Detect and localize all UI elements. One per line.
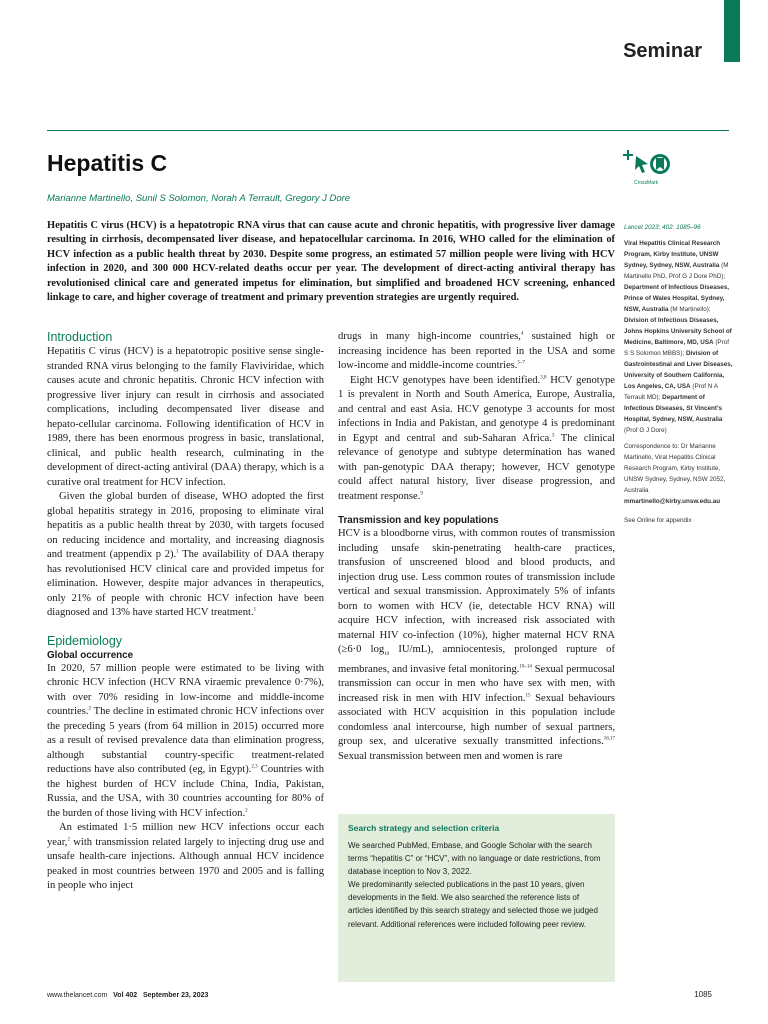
abstract: Hepatitis C virus (HCV) is a hepatotropic RNA virus that can cause acute and chronic hepatitis, with progressive liver damage resulting in cirrhosis, decompensated liver disease, and hepatocellular carcinoma. In 2016, WHO called for the elimination of HCV infection as a public health threat by 2030. Despite some progress, an estimated 57 million people were living with HCV infection in 2020, and 300 000 HCV-related deaths occur per year. The development of direct-acting antiviral therapy has revolutionised clinical care and generated impetus for elimination, but simplified and broadened HCV screening, enhanced linkage to care, and higher coverage of treatment and primary prevention strategies are urgently required. (47, 220, 615, 304)
global-occurrence-heading: Global occurrence (47, 649, 134, 661)
ref-16-17[interactable]: 16,17 (603, 736, 615, 742)
ref-2b[interactable]: 2 (245, 807, 248, 813)
epi-paragraph-1: In 2020, 57 million people were estimated to be living with chronic HCV infection (HCV RNA viraemic prevalence 0·7%), with over 70% residing in low-income and middle-income countries.$^2$ The decline in estimated chronic HCV infections over the preceding 5 years (from 64 million in 2015) occurred more as a result of revised prevalence data than elimination progress, although substantial country-specific treatment-related reductions have also contributed (eg, in Egypt).$^{2,3}$ Countries with the highest burden of HCV include China, India, Pakistan, Russia, and the USA, with 30 countries accounting for 80% of the burden of those living with HCV infection.$^2$ (47, 662, 324, 819)
genotypes-paragraph: Eight HCV genotypes have been identified.$^{3,8}$ HCV genotype 1 is prevalent in North and South America, Europe, Australia, and central and east Asia. HCV genotype 3 accounts for most infections in India and Pakistan, and genotype 4 is predominant in Egypt and central and sub-Saharan Africa.$^3$ The clinical relevance of genotype and subtype determination has waned with pan-genotypic DAA therapy; however, HCV genotype could affect natural history, liver disease progression, and treatment response.$^9$ (338, 374, 615, 502)
page-number: 1085 (694, 990, 712, 999)
section-label: Seminar (623, 40, 702, 62)
epidemiology-heading: Epidemiology (47, 633, 123, 648)
article-authors: Marianne Martinello, Sunil S Solomon, Norah A Terrault, Gregory J Dore (47, 193, 351, 204)
ref-10-14[interactable]: 10–14 (519, 664, 532, 670)
correspondence-email[interactable]: mmartinello@kirby.unsw.edu.au (624, 498, 721, 505)
footer-date: September 23, 2023 (143, 992, 209, 999)
affiliations-sidebar (624, 222, 734, 531)
search-strategy-p1: We searched PubMed, Embase, and Google Scholar with the search terms “hepatitis C” or “HCV”, with no language or date restrictions, from database inception to Nov 3, 2022. (348, 841, 601, 877)
intro-paragraph-1: Hepatitis C virus (HCV) is a hepatotropic positive sense single-stranded RNA virus belonging to the family Flaviviridae, which causes acute and chronic hepatitis. Chronic HCV infection with progressive liver injury can result in cirrhosis and associated complications, including decompensated liver disease and hepato-cellular carcinoma. Following identification of HCV in 1989, there has been enormous progress in basic, translational, clinical, and public health research, culminating in the development of direct-acting antiviral (DAA) therapy, which is a curative oral treatment for HCV infection. (47, 346, 324, 488)
ref-3-8[interactable]: 3,8 (540, 374, 547, 380)
ref-1[interactable]: 1 (176, 549, 179, 555)
search-strategy-title: Search strategy and selection criteria (348, 823, 500, 833)
body-column-1 (47, 330, 324, 894)
transmission-heading: Transmission and key populations (338, 515, 499, 526)
body-column-2 (338, 330, 615, 764)
header-rule (47, 130, 729, 131)
ref-2c[interactable]: 2 (67, 836, 70, 842)
search-strategy-panel (338, 814, 615, 982)
footer-site[interactable]: www.thelancet.com (47, 992, 108, 999)
ref-3[interactable]: 3 (551, 432, 555, 438)
ref-15[interactable]: 15 (525, 693, 531, 699)
search-strategy-p2: We predominantly selected publications in the past 10 years, given developments in the field. We also searched the reference lists of articles identified by this search strategy and selected those we judged relevant. Additional references were included following peer review. (348, 880, 598, 929)
ref-9[interactable]: 9 (420, 490, 423, 496)
log-subscript: 10 (384, 652, 390, 658)
intro-paragraph-2: Given the global burden of disease, WHO adopted the first global hepatitis strategy in 2016, proposing to eliminate viral hepatitis as a public health threat by 2030, with targets focused on reducing incidence and mortality, and increasing diagnosis and treatment (appendix p 2).$^1$ The availability of DAA therapy has revolutionised HCV clinical care and provided impetus for elimination. However, despite major advances in therapeutics, only 21% of people with chronic HCV infection have been diagnosed and 13% have started HCV treatment.$^1$ (47, 491, 324, 618)
ref-4[interactable]: 4 (520, 331, 524, 337)
section-accent-bar (724, 0, 740, 62)
crossmark-label: CrossMark (634, 180, 659, 186)
correspondence: Correspondence to: Dr Marianne Martinello, Viral Hepatitis Clinical Research Program, Kirby Institute, UNSW Sydney, Sydney, NSW 2052, Australia mmartinello@kirby.unsw.edu.au (624, 443, 726, 505)
citation: Lancet 2023; 402: 1085–96 (624, 224, 701, 231)
intro-heading: Introduction (47, 330, 113, 344)
online-appendix-note[interactable]: See Online for appendix (624, 517, 692, 524)
ref-1b[interactable]: 1 (253, 607, 257, 613)
affiliations: Viral Hepatitis Clinical Research Program, Kirby Institute, UNSW Sydney, Sydney, NSW, Australia (M Martinello PhD, Prof G J Dore PhD); Department of Infectious Diseases, Prince of Wales Hospital, Sydney, NSW, Australia (M Martinello); Division of Infectious Diseases, Johns Hopkins University School of Medicine, Baltimore, MD, USA (Prof S S Solomon MBBS); Division of Gastrointestinal and Liver Diseases, University of Southern California, Los Angeles, CA, USA (Prof N A Terrault MD); Department of Infectious Diseases, St Vincent’s Hospital, Sydney, NSW, Australia (Prof G J Dore) (624, 240, 733, 434)
article-title: Hepatitis C (47, 150, 168, 176)
ref-2-3[interactable]: 2,3 (251, 764, 258, 770)
page-footer (47, 992, 208, 999)
footer-volume: Vol 402 (113, 992, 138, 999)
epi-paragraph-2: An estimated 1·5 million new HCV infections occur each year,$^2$ with transmission related largely to injecting drug use and unsafe health-care injections. Although annual HCV incidence peaked in most countries between 1970 and 2005 and is falling in people who inject (47, 822, 324, 891)
col2-paragraph-1: drugs in many high-income countries,$^4$ sustained high or increasing incidence has been reported in the USA and some low-income and middle-income countries.$^{5-7}$ (338, 331, 615, 371)
ref-2[interactable]: 2 (88, 706, 91, 712)
transmission-paragraph: HCV is a bloodborne virus, with common routes of transmission including unsafe skin-penetrating health-care practices, transfusion of unscreened blood and blood products, and injection drug use. Less common routes of transmission include vertical and sexual transmission. Approximately 5% of infants born to women with HCV (ie, detectable HCV RNA) will acquire HCV infection, with increased risk associated with maternal HIV co-infection (10%), higher maternal HCV RNA (≥6·0 $\log_{10} IU/mL$), amniocentesis, prolonged rupture of membranes, and invasive fetal monitoring.$^{10-14}$ Sexual permucosal transmission can occur in men who have sex with men, with increased risk in men with HIV infection.$^{15}$ Sexual behaviours associated with HCV acquisition in this population include condomless anal intercourse, high number of sexual partners, group sex, and ulcerative sexually transmitted infections.$^{16,17}$ Sexual transmission between men and women is rare (338, 528, 615, 762)
ref-5-7[interactable]: 5–7 (517, 360, 525, 366)
